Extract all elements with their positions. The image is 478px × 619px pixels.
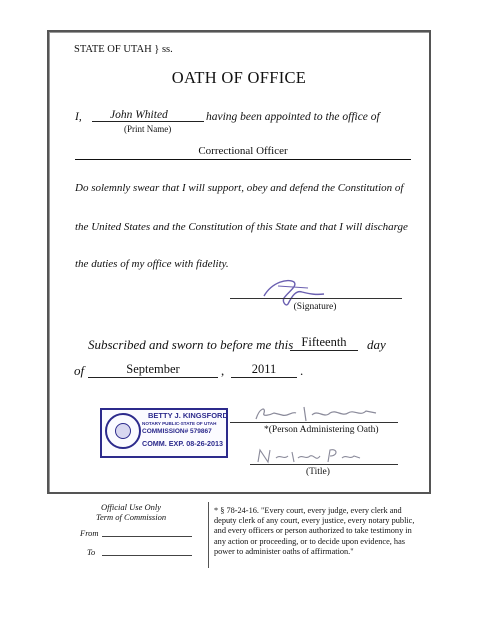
footer-divider	[208, 502, 209, 568]
print-name-field: John Whited	[92, 109, 204, 122]
administering-label: *(Person Administering Oath)	[264, 425, 379, 435]
year-field: 2011	[231, 362, 297, 378]
stamp-state: NOTARY PUBLIC-STATE OF UTAH	[142, 421, 217, 426]
stamp-name: BETTY J. KINGSFORD	[148, 411, 228, 420]
office-field: Correctional Officer	[75, 145, 411, 160]
day-field: Fifteenth	[290, 335, 358, 351]
document-title: OATH OF OFFICE	[171, 68, 307, 87]
statute-note: * § 78-24-16. "Every court, every judge, every clerk and deputy clerk of any court, every justice, every notary public, and every officers or person authorized to take testimony in any action or proceeding, or to decide upon evidence, has power to administer oaths of affirmation."	[214, 506, 415, 556]
oath-line-1: Do solemnly swear that I will support, obey and defend the Constitution of	[75, 182, 404, 194]
from-line	[102, 536, 192, 537]
state-seal-icon	[105, 413, 141, 449]
administering-signature-line	[230, 422, 398, 423]
from-label: From	[80, 528, 99, 538]
i-label: I,	[75, 111, 82, 123]
official-use-block	[96, 502, 166, 522]
title-line	[250, 464, 398, 465]
notary-title-handwriting	[254, 446, 364, 466]
oath-line-2: the United States and the Constitution of this State and that I will discharge	[75, 221, 408, 233]
of-label: of	[74, 363, 85, 378]
term-of-commission-label: Term of Commission	[96, 512, 167, 522]
appointed-text: having been appointed to the office of	[206, 111, 380, 123]
official-use-label: Official Use Only	[101, 502, 162, 512]
to-label: To	[87, 547, 96, 557]
stamp-commission: COMMISSION# 579867	[142, 428, 212, 435]
month-field: September	[88, 362, 218, 378]
signature-label: (Signature)	[293, 302, 337, 312]
oath-line-3: the duties of my office with fidelity.	[75, 258, 229, 270]
state-venue: STATE OF UTAH } ss.	[74, 44, 173, 55]
notary-stamp	[100, 408, 228, 458]
title-label: (Title)	[306, 467, 330, 477]
date-comma: ,	[221, 363, 225, 378]
print-name-label: (Print Name)	[124, 124, 172, 134]
to-line	[102, 555, 192, 556]
sworn-text: Subscribed and sworn to before me this	[88, 337, 294, 352]
stamp-expiration: COMM. EXP. 08-26-2013	[142, 439, 223, 448]
signature-line	[230, 298, 402, 299]
day-label: day	[367, 337, 386, 352]
date-period: .	[300, 363, 304, 378]
